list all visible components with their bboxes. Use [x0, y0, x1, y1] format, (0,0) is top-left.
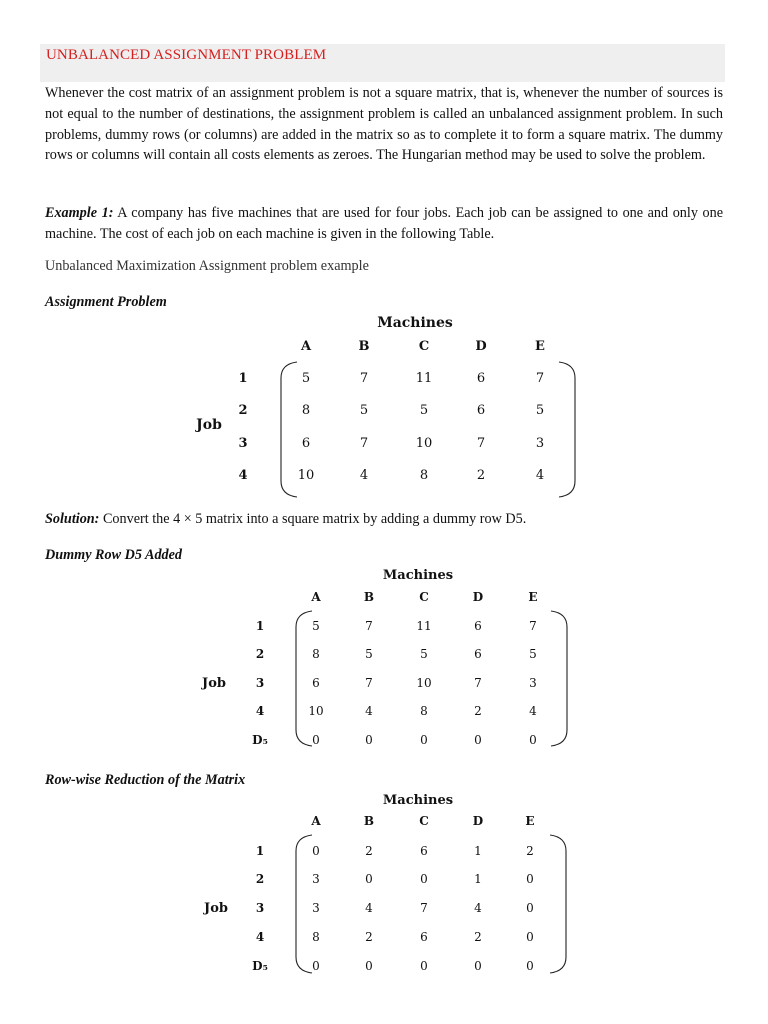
- matrix-cell: 5: [419, 403, 429, 418]
- intro-paragraph: Whenever the cost matrix of an assignment problem is not a square matrix, that is, whenever the number of sources is not equal to the number of destinations, the assignment problem is called an unbalanced assignment problem. In such problems, dummy rows (or columns) are added in the matrix so as to complete it to form a square matrix. The dummy rows or columns will contain all costs elements as zeroes. The Hungarian method may be used to solve the problem.: [45, 85, 723, 164]
- table1-heading: Assignment Problem: [45, 294, 167, 310]
- matrix-cell: 5: [365, 647, 373, 661]
- matrix-cell: 6: [312, 676, 320, 690]
- matrix-cell: 4: [535, 468, 545, 483]
- page-title: UNBALANCED ASSIGNMENT PROBLEM: [46, 47, 327, 63]
- row-label: 4: [255, 930, 265, 944]
- solution-text: Convert the 4 × 5 matrix into a square matrix by adding a dummy row D5.: [99, 511, 527, 527]
- matrix-cell: 4: [474, 901, 482, 915]
- row-label: 2: [255, 872, 265, 886]
- matrix-cell: 7: [365, 619, 373, 633]
- matrix-cell: 8: [420, 704, 428, 718]
- matrix-cell: 4: [359, 468, 369, 483]
- matrix-cell: 11: [415, 371, 433, 386]
- row-label: 2: [238, 403, 248, 418]
- matrix-cell: 3: [312, 901, 320, 915]
- column-header-e: E: [535, 339, 545, 354]
- matrix-cell: 0: [312, 959, 320, 973]
- matrix-cell: 2: [474, 930, 482, 944]
- matrix-cell: 0: [526, 930, 534, 944]
- column-header-e: E: [528, 590, 538, 604]
- example-label: Example 1:: [45, 205, 114, 221]
- matrix-cell: 5: [359, 403, 369, 418]
- column-header-d: D: [475, 339, 487, 354]
- matrix-cell: 7: [365, 676, 373, 690]
- matrix-cell: 8: [312, 930, 320, 944]
- row-label: 1: [255, 619, 265, 633]
- example-caption: Unbalanced Maximization Assignment problem example: [45, 258, 369, 274]
- matrix-cell: 4: [365, 704, 373, 718]
- column-header-c: C: [419, 590, 429, 604]
- table3-heading: Row-wise Reduction of the Matrix: [45, 772, 246, 788]
- row-label: D₅: [252, 733, 268, 747]
- column-header-d: D: [472, 590, 484, 604]
- example-text: A company has five machines that are used for four jobs. Each job can be assigned to one and only one machine. The cost of each job on each machine is given in the following Table.: [45, 205, 723, 242]
- matrix-cell: 0: [474, 959, 482, 973]
- column-header-b: B: [358, 339, 370, 354]
- table2-heading: Dummy Row D5 Added: [45, 547, 183, 563]
- matrix-cell: 7: [535, 371, 545, 386]
- matrix-cell: 0: [526, 959, 534, 973]
- matrix-cell: 3: [535, 436, 545, 451]
- matrix-cell: 3: [312, 872, 320, 886]
- matrix-cell: 2: [474, 704, 482, 718]
- matrix-cell: 5: [312, 619, 320, 633]
- matrix-cell: 0: [365, 733, 373, 747]
- row-label: 1: [255, 844, 265, 858]
- machines-label: Machines: [382, 793, 454, 808]
- matrix-cell: 0: [420, 872, 428, 886]
- row-label: 3: [255, 901, 265, 915]
- machines-label: Machines: [382, 568, 454, 583]
- matrix-cell: 4: [365, 901, 373, 915]
- matrix-cell: 0: [420, 733, 428, 747]
- matrix-cell: 5: [420, 647, 428, 661]
- machines-label: Machines: [377, 315, 453, 331]
- column-header-a: A: [311, 814, 321, 828]
- matrix-cell: 6: [476, 403, 486, 418]
- matrix-cell: 10: [415, 436, 433, 451]
- matrix-cell: 2: [365, 930, 373, 944]
- matrix-cell: 6: [301, 436, 311, 451]
- column-header-c: C: [418, 339, 430, 354]
- job-label: Job: [204, 901, 228, 916]
- matrix-cell: 10: [308, 704, 324, 718]
- matrix-cell: 7: [474, 676, 482, 690]
- solution-label: Solution:: [45, 511, 100, 527]
- matrix-cell: 0: [420, 959, 428, 973]
- matrix-cell: 6: [474, 647, 482, 661]
- matrix-cell: 8: [312, 647, 320, 661]
- column-header-a: A: [311, 590, 321, 604]
- matrix-cell: 2: [476, 468, 486, 483]
- matrix-cell: 7: [476, 436, 486, 451]
- job-label: Job: [202, 676, 226, 691]
- matrix-cell: 1: [474, 872, 482, 886]
- row-label: 2: [255, 647, 265, 661]
- column-header-d: D: [472, 814, 484, 828]
- column-header-b: B: [363, 814, 375, 828]
- matrix-cell: 0: [365, 872, 373, 886]
- column-header-a: A: [300, 339, 312, 354]
- matrix-cell: 10: [297, 468, 315, 483]
- matrix-cell: 2: [526, 844, 534, 858]
- row-label: D₅: [252, 959, 268, 973]
- matrix-cell: 6: [474, 619, 482, 633]
- matrix-cell: 3: [529, 676, 537, 690]
- matrix-cell: 10: [416, 676, 432, 690]
- left-bracket: [296, 835, 312, 973]
- job-label: Job: [196, 417, 222, 433]
- matrix-cell: 7: [529, 619, 537, 633]
- matrix-cell: 6: [420, 930, 428, 944]
- matrix-cell: 0: [312, 844, 320, 858]
- matrix-cell: 11: [416, 619, 432, 633]
- right-bracket: [550, 835, 566, 973]
- matrix-cell: 0: [365, 959, 373, 973]
- row-label: 1: [238, 371, 248, 386]
- matrix-cell: 6: [476, 371, 486, 386]
- matrix-cell: 5: [301, 371, 311, 386]
- matrix-cell: 7: [359, 436, 369, 451]
- matrix-cell: 8: [419, 468, 429, 483]
- matrix-cell: 0: [474, 733, 482, 747]
- matrix-cell: 1: [474, 844, 482, 858]
- matrix-cell: 0: [526, 872, 534, 886]
- matrix-cell: 0: [529, 733, 537, 747]
- column-header-b: B: [363, 590, 375, 604]
- row-label: 3: [255, 676, 265, 690]
- matrix-cell: 7: [359, 371, 369, 386]
- row-label: 4: [238, 468, 248, 483]
- matrix-cell: 8: [301, 403, 311, 418]
- matrix-cell: 2: [365, 844, 373, 858]
- matrix-cell: 0: [312, 733, 320, 747]
- matrix-cell: 0: [526, 901, 534, 915]
- column-header-c: C: [419, 814, 429, 828]
- row-label: 4: [255, 704, 265, 718]
- matrix-cell: 6: [420, 844, 428, 858]
- matrix-cell: 7: [420, 901, 428, 915]
- matrix-cell: 5: [535, 403, 545, 418]
- matrix-cell: 5: [529, 647, 537, 661]
- matrix-cell: 4: [529, 704, 537, 718]
- column-header-e: E: [525, 814, 535, 828]
- row-label: 3: [238, 436, 248, 451]
